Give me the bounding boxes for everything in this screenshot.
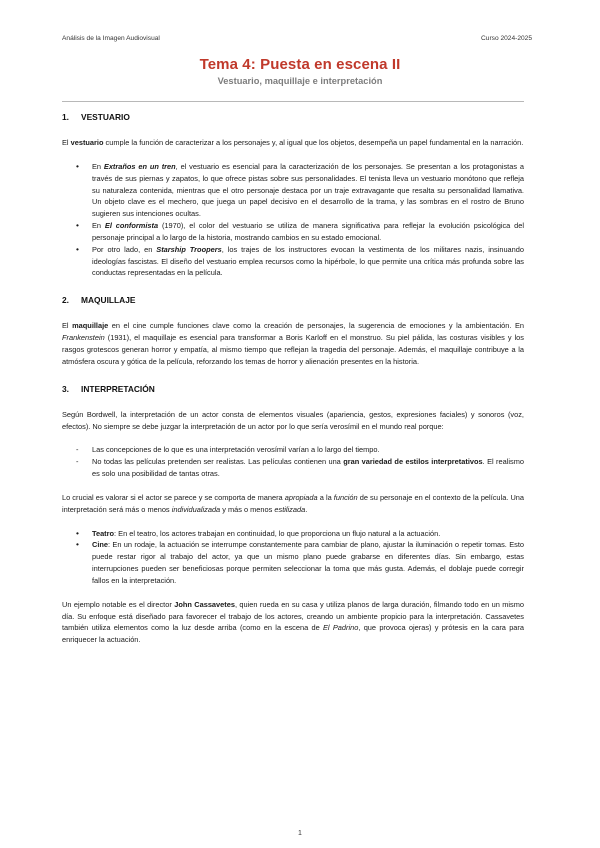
list-item: • Cine: En un rodaje, la actuación se interrumpe constantemente para cambiar de plano, ajustar la iluminación o repetir tomas. Esto puede restar rigor al trabajo del actor, ya que un mismo plano puede grabarse en diferentes días. Sin embargo, estas interrupciones pueden ser beneficiosas porque permiten seleccionar la toma que más gusta. Además, el doblaje puede corregir fallos en la interpretación. xyxy=(62,539,524,586)
vestuario-examples-list xyxy=(62,161,524,279)
section-heading-maquillaje: 2. MAQUILLAJE xyxy=(62,295,136,306)
paragraph-vestuario-intro: El vestuario cumple la función de caracterizar a los personajes y, al igual que los objetos, desempeña un papel fundamental en la narración. xyxy=(62,138,524,147)
interpretacion-reasons-list xyxy=(62,444,524,480)
list-item: • Teatro: En el teatro, los actores trabajan en continuidad, lo que proporciona un flujo natural a la actuación. xyxy=(62,528,524,540)
document-body xyxy=(62,112,524,646)
page-subtitle: Vestuario, maquillaje e interpretación xyxy=(217,76,383,86)
title-divider xyxy=(62,101,524,102)
list-item: - No todas las películas pretenden ser realistas. Las películas contienen una gran variedad de estilos interpretativos. El realismo es solo una posibilidad de tantas otras. xyxy=(62,456,524,480)
running-header-course: Análisis de la Imagen Audiovisual xyxy=(62,35,160,42)
paragraph-valoracion: Lo crucial es valorar si el actor se parece y se comporta de manera apropiada a la función de su personaje en el contexto de la película. Una interpretación será más o menos individualizada y más o menos estilizada. xyxy=(62,492,525,514)
list-item: • Por otro lado, en Starship Troopers, los trajes de los instructores evocan la vestimenta de los militares nazis, insinuando ideologías fascistas. El diseño del vestuario emplea recursos como la hipérbole, lo que permite una crítica más profunda sobre las conductas representadas en la película. xyxy=(62,244,524,280)
teatro-cine-list xyxy=(62,528,524,587)
page-number: 1 xyxy=(298,830,302,837)
document-title-block xyxy=(0,56,600,86)
paragraph-maquillaje: El maquillaje en el cine cumple funciones clave como la creación de personajes, la sugerencia de emociones y la ambientación. En Frankenstein (1931), el maquillaje es esencial para transformar a Boris Karloff en el monstruo. Su piel pálida, las costuras visibles y los rasgos grotescos generan horror y empatía, al mismo tiempo que reflejan la tragedia del personaje. Además, el maquillaje contribuye a la atmósfera oscura y gótica de la película, reforzando los temas de horror y alienación presentes en la historia. xyxy=(62,321,525,366)
section-heading-vestuario: 1. VESTUARIO xyxy=(62,112,130,122)
section-heading-interpretacion: 3. INTERPRETACIÓN xyxy=(62,383,155,394)
list-item: • En Extraños en un tren, el vestuario es esencial para la caracterización de los personajes. Se presentan a los protagonistas a través de sus piernas y zapatos, lo que ofrece pistas sobre sus personalidades. El tenista lleva un vestuario monótono que refleja su naturaleza contenida, mientras que el otro personaje destaca por un traje extravagante que resalta su personalidad llamativa. Un objeto clave es el mechero, que juega un papel decisivo en el desarrollo de la trama, y las sombras en el rostro de Bruno sugieren sus intenciones ocultas. xyxy=(62,161,524,220)
list-item: - Las concepciones de lo que es una interpretación verosímil varían a lo largo del tiempo. xyxy=(62,444,524,456)
page-title: Tema 4: Puesta en escena II xyxy=(199,56,401,73)
paragraph-cassavetes: Un ejemplo notable es el director John Cassavetes, quien rueda en su casa y utiliza planos de larga duración, filmando todo en un mismo día. Su enfoque está diseñado para favorecer el trabajo de los actores, creando un ambiente propicio para la interpretación. Cassavetes también utiliza elementos como la luz desde arriba (como en la escena de El Padrino, que provoca ojeras) y prótesis en la cara para enriquecer la actuación. xyxy=(62,599,525,645)
list-item: • En El conformista (1970), el color del vestuario se utiliza de manera significativa para reflejar la evolución psicológica del personaje principal a lo largo de la historia, mostrando cambios en su estado emocional. xyxy=(62,220,524,244)
running-header-year: Curso 2024-2025 xyxy=(481,35,532,42)
paragraph-interpretacion-intro: Según Bordwell, la interpretación de un actor consta de elementos visuales (apariencia, gestos, expresiones faciales) y sonoros (voz, efectos). No siempre se debe juzgar la interpretación de un actor por lo que sería verosímil en el mundo real porque: xyxy=(62,409,524,431)
